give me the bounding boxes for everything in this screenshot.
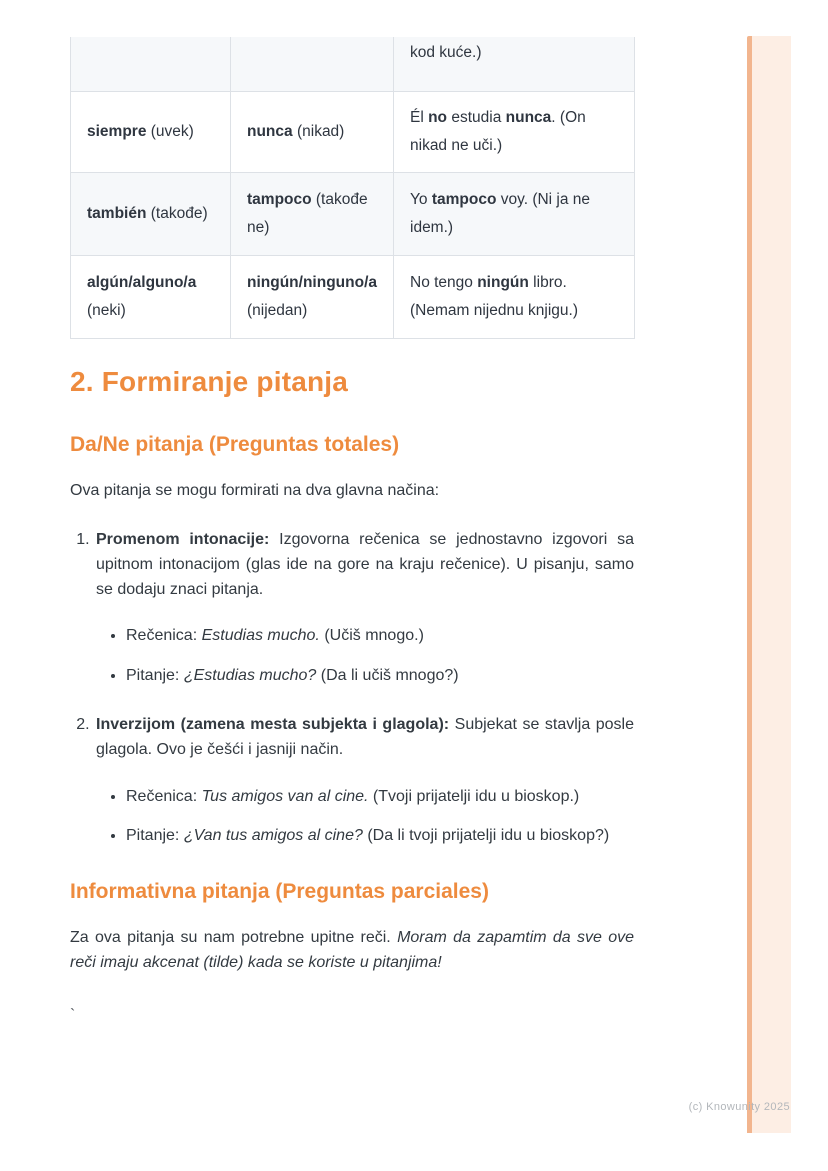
bullet-item	[126, 785, 634, 810]
subsection-heading-informativna-pitanja: Informativna pitanja (Preguntas parciales)	[70, 880, 489, 904]
table-cell: Él no estudia nunca. (On nikad ne uči.)	[394, 92, 635, 173]
table-row	[71, 255, 635, 338]
stray-backtick: `	[70, 1006, 76, 1024]
table-cell	[231, 37, 394, 92]
table-row	[71, 37, 635, 92]
table-cell: algún/alguno/a (neki)	[71, 255, 231, 338]
list-item-intonacija	[94, 528, 634, 689]
question-formation-list	[70, 528, 634, 849]
bullet-item	[126, 664, 634, 689]
table-cell: ningún/ninguno/a (nijedan)	[231, 255, 394, 338]
bullet-item	[126, 824, 634, 849]
table-cell: tampoco (takođe ne)	[231, 172, 394, 255]
table-row	[71, 92, 635, 173]
intro-paragraph: Ova pitanja se mogu formirati na dva glavna načina:	[70, 482, 440, 500]
bullet-text: Pitanje: ¿Van tus amigos al cine? (Da li tvoji prijatelji idu u bioskop?)	[126, 827, 610, 845]
example-bullet-list	[96, 624, 634, 689]
table-cell: nunca (nikad)	[231, 92, 394, 173]
bullet-text: Pitanje: ¿Estudias mucho? (Da li učiš mnogo?)	[126, 667, 459, 685]
bullet-item	[126, 624, 634, 649]
list-item-text: 2. Inverzijom (zamena mesta subjekta i glagola): Subjekat se stavlja posle glagola. Ovo je češći i jasniji način.	[96, 715, 635, 758]
table-cell: Yo tampoco voy. (Ni ja ne idem.)	[394, 172, 635, 255]
bullet-text: Rečenica: Tus amigos van al cine. (Tvoji prijatelji idu u bioskop.)	[126, 787, 580, 805]
negation-words-table	[70, 37, 635, 339]
table-cell: kod kuće.)	[394, 37, 635, 92]
list-item-inverzija	[94, 713, 634, 849]
table-row	[71, 172, 635, 255]
footer-credit: (c) Knowunity 2025	[688, 1101, 790, 1113]
decorative-right-bar	[747, 36, 791, 1133]
table-cell: siempre (uvek)	[71, 92, 231, 173]
list-item-text: 1. Promenom intonacije: Izgovorna rečenica se jednostavno izgovori sa upitnom intonacijom (glas ide na gore na kraju rečenice). U pisanju, samo se dodaju znaci pitanja.	[96, 530, 634, 598]
example-bullet-list	[96, 785, 634, 850]
section-heading-formiranje-pitanja: 2. Formiranje pitanja	[70, 365, 349, 397]
bullet-text: Rečenica: Estudias mucho. (Učiš mnogo.)	[126, 627, 424, 645]
table-cell: No tengo ningún libro. (Nemam nijednu knjigu.)	[394, 255, 635, 338]
info-paragraph: Za ova pitanja su nam potrebne upitne reči. Moram da zapamtim da sve ove reči imaju akcenat (tilde) kada se koriste u pitanjima!	[70, 929, 635, 972]
page-content	[70, 37, 634, 1029]
table-cell	[71, 37, 231, 92]
subsection-heading-dane-pitanja: Da/Ne pitanja (Preguntas totales)	[70, 432, 400, 456]
table-cell: también (takođe)	[71, 172, 231, 255]
